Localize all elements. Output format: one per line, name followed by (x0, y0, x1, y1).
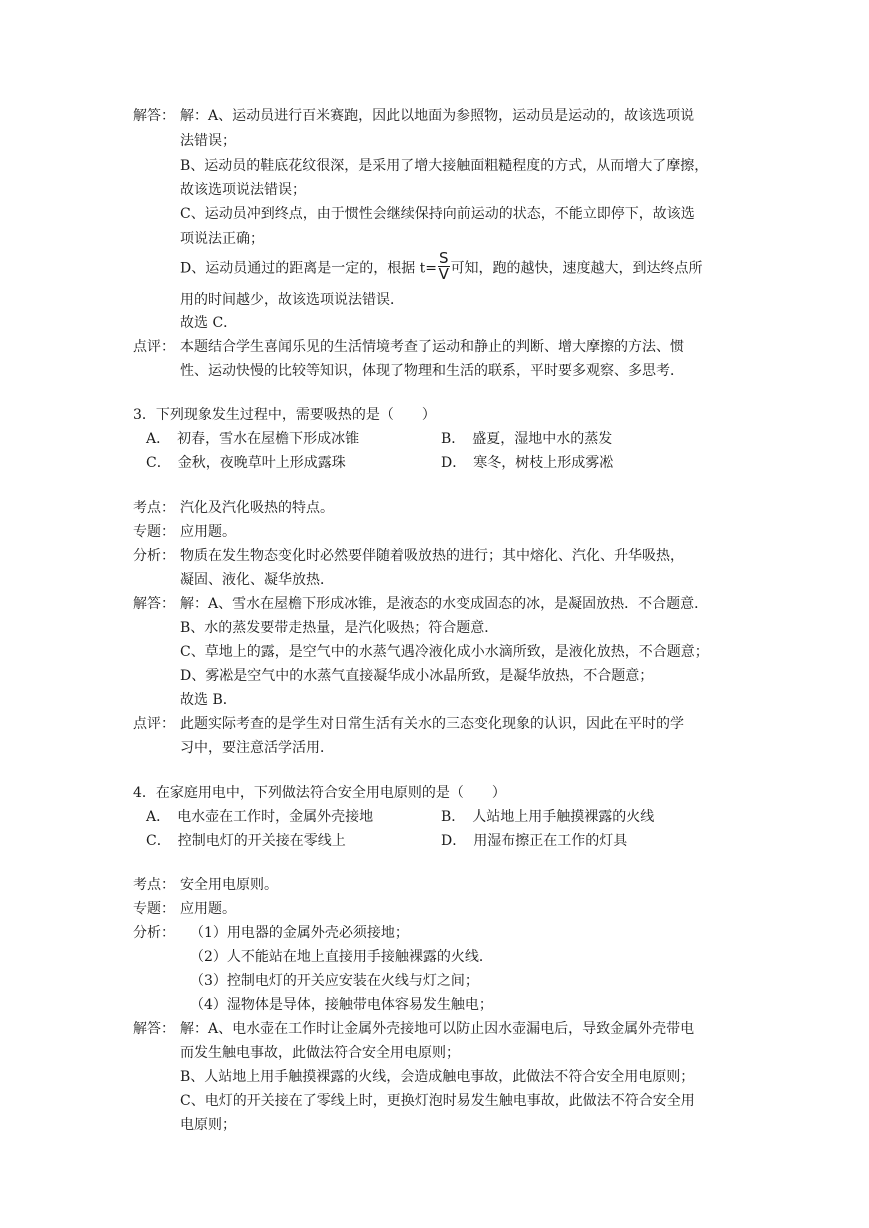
option-c: C． 控制电灯的开关接在零线上 (146, 833, 346, 849)
document-page: 解答： 解：A、运动员进行百米赛跑，因此以地面为参照物，运动员是运动的，故该选项说 法错误； B、运动员的鞋底花纹很深，是采用了增大接触面粗糙程度的方式，从而增大了摩擦， 故该选项说法错误； C、运动员冲到终点，由于惯性会继续保持向前运动的状态，不能立即停下，故该选 项说法正确； D、运动员通过的距离是一定的，根据 t= $\frac{S}{V}$ 可知，跑的越快，速度越大，到达终点所 用的时间越少，故该选项说法错误． 故选 C． 点评： 本题结合学生喜闻乐见的生活情境考查了运动和静止的判断、增大摩擦的方法、惯 性、运动快慢的比较等知识，体现了物理和生活的联系，平时要多观察、多思考． 3．下列现象发生过程中，需要吸热的是（ ） A． 初春，雪水在屋檐下形成冰锥 B． 盛夏，湿地中水的蒸发 C． 金秋，夜晚草叶上形成露珠 D． 寒冬，树枝上形成雾凇 考点： 汽化及汽化吸热的特点。 专题： 应用题。 分析： 物质在发生物态变化时必然要伴随着吸放热的进行；其中熔化、汽化、升华吸热， 凝固、液化、凝华放热． 解答： 解：A、雪水在屋檐下形成冰锥，是液态的水变成固态的冰，是凝固放热．不合题意． B、水的蒸发要带走热量，是汽化吸热；符合题意． C、草地上的露，是空气中的水蒸气遇冷液化成小水滴所致，是液化放热，不合题意； D、雾凇是空气中的水蒸气直接凝华成小冰晶所致，是凝华放热，不合题意； 故选 B． 点评： 此题实际考查的是学生对日常生活有关水的三态变化现象的认识，因此在平时的学 习中，要注意活学活用． 4．在家庭用电中，下列做法符合安全用电原则的是（ ） A． 电水壶在工作时，金属外壳接地 B． 人站地上用手触摸裸露的火线 C． 控制电灯的开关接在零线上 D． 用湿布擦正在工作的灯具 考点： 安全用电原则。 专题： 应用题。 分析： （1）用电器的金属外壳必须接地； （2）人不能站在地上直接用手接触裸露的火线． （3）控制电灯的开关应安装在火线与灯之间； （4）湿物体是导体，接触带电体容易发生触电； 解答： 解：A、电水壶在工作时让金属外壳接地可以防止因水壶漏电后，导致金属外壳带电 而发生触电事故，此做法符合安全用电原则； B、人站地上用手触摸裸露的火线，会造成触电事故，此做法不符合安全用电原则； C、电灯的开关接在了零线上时，更换灯泡时易发生触电事故，此做法不符合安全用 电原则； (133, 108, 709, 1133)
option-d: D． 用湿布擦正在工作的灯具 (441, 833, 628, 849)
option-b: B． 人站地上用手触摸裸露的火线 (441, 809, 655, 825)
option-c: C． 金秋，夜晚草叶上形成露珠 (146, 455, 346, 471)
fraction-s-over-v: $\frac{S}{V}$ (438, 249, 449, 283)
option-a: A． 电水壶在工作时，金属外壳接地 (146, 809, 374, 825)
option-b: B． 盛夏，湿地中水的蒸发 (441, 431, 613, 447)
option-d: D． 寒冬，树枝上形成雾凇 (441, 455, 614, 471)
answer-label: 解答： (133, 108, 175, 124)
comment-label: 点评： (133, 339, 175, 355)
option-a: A． 初春，雪水在屋檐下形成冰锥 (146, 431, 360, 447)
